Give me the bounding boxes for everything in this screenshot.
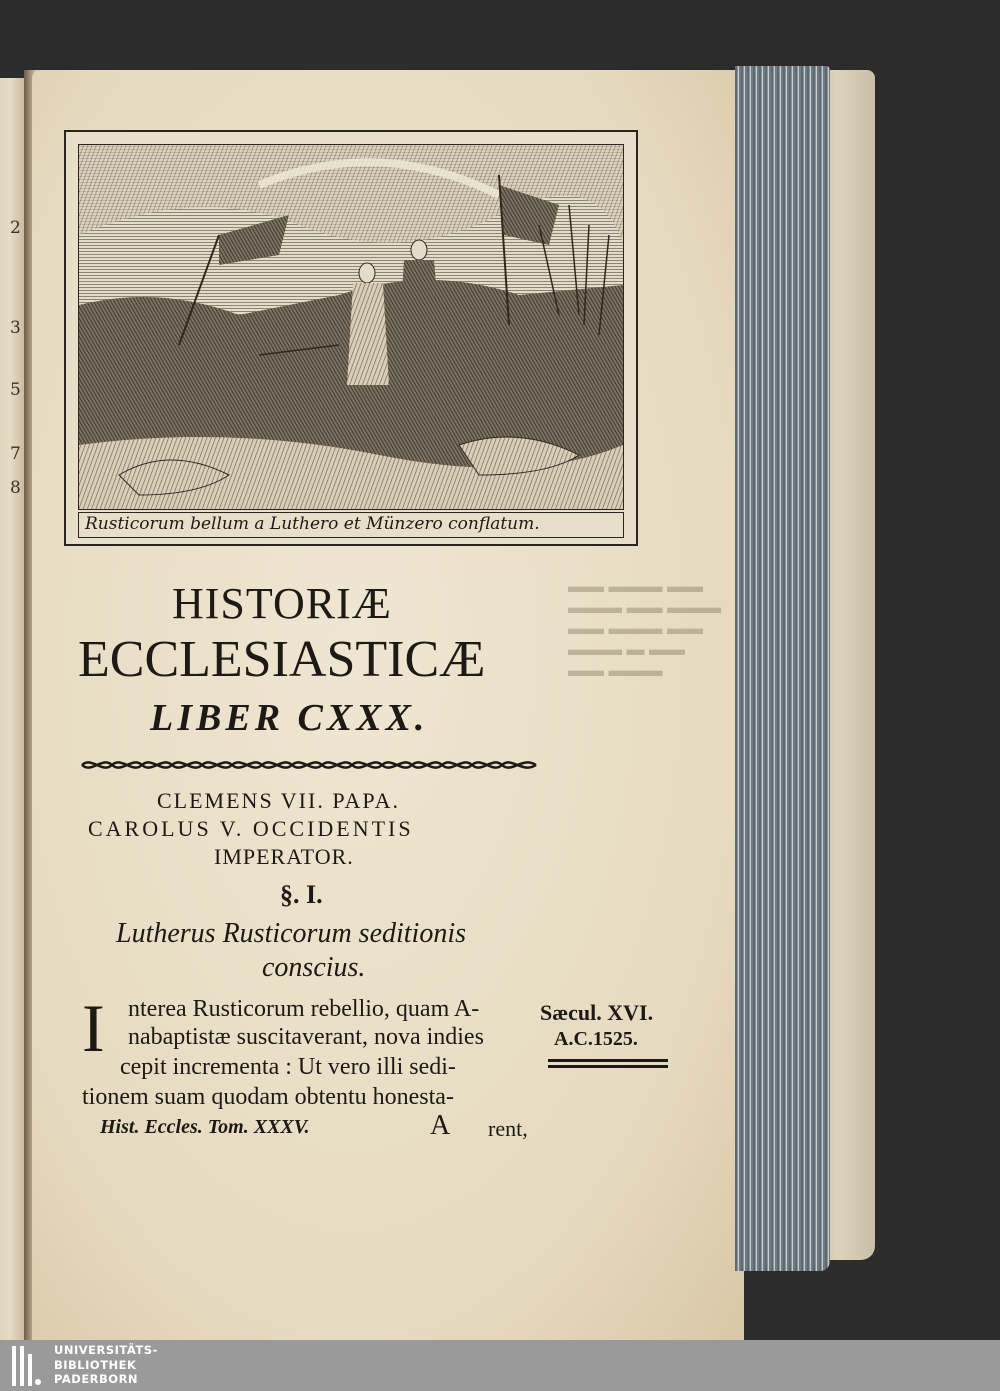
section-subtitle-line-1: Lutherus Rusticorum seditionis — [116, 918, 467, 949]
heading-emperor-title: IMPERATOR. — [214, 844, 354, 869]
title-line-3: LIBER CXXX. — [150, 697, 429, 739]
catchword: rent, — [488, 1116, 528, 1141]
left-margin-digit: 5 — [10, 380, 21, 400]
library-footer-bar — [0, 1340, 1000, 1391]
left-margin-digit: 3 — [10, 318, 21, 338]
library-name-line-3: PADERBORN — [54, 1372, 139, 1386]
margin-note-year: A.C.1525. — [554, 1028, 638, 1050]
body-line-1: nterea Rusticorum rebellio, quam A- — [128, 996, 480, 1022]
drop-capital: I — [82, 990, 105, 1066]
engraving-illustration — [78, 144, 624, 510]
margin-note-century: Sæcul. XVI. — [540, 1000, 654, 1025]
engraving-plate — [64, 130, 638, 546]
left-margin-digit: 2 — [10, 218, 21, 238]
margin-note-rule — [548, 1058, 668, 1070]
left-margin-digit: 7 — [10, 444, 21, 464]
library-name — [54, 1343, 158, 1387]
body-line-4: tionem suam quodam obtentu honesta- — [82, 1084, 454, 1110]
body-line-3: cepit incrementa : Ut vero illi sedi- — [120, 1054, 456, 1080]
left-margin-digit: 8 — [10, 478, 21, 498]
page-block-edges — [735, 66, 830, 1271]
library-name-line-2: BIBLIOTHEK — [54, 1357, 137, 1372]
title-line-1: HISTORIÆ — [172, 579, 392, 628]
heading-emperor: CAROLUS V. OCCIDENTIS — [88, 816, 414, 841]
show-through-text: ▬▬ ▬▬▬ ▬▬ ▬▬▬ ▬▬ ▬▬▬ ▬▬ ▬▬▬ ▬▬ ▬▬▬ ▬ ▬▬ ▬▬ ▬▬▬ — [568, 576, 721, 680]
library-name-line-1: UNIVERSITÄTS- — [54, 1343, 158, 1357]
signature-line: Hist. Eccles. Tom. XXXV. — [100, 1116, 310, 1138]
body-line-2: nabaptistæ suscitaverant, nova indies — [128, 1024, 484, 1050]
battle-scene-engraving — [79, 145, 623, 509]
section-subtitle-line-2: conscius. — [262, 952, 366, 983]
plate-caption: Rusticorum bellum a Luthero et Münzero conflatum. — [78, 512, 624, 538]
section-number: §. I. — [280, 880, 323, 909]
ornamental-rule — [78, 754, 540, 776]
heading-pope: CLEMENS VII. PAPA. — [157, 788, 401, 813]
signature-mark: A — [430, 1110, 451, 1141]
title-line-2: ECCLESIASTICÆ — [78, 631, 486, 688]
library-logo-icon — [12, 1346, 42, 1386]
